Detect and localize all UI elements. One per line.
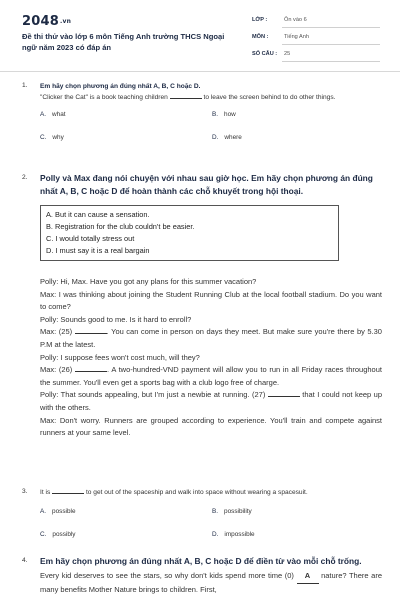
dialogue-text: that I could not keep up with the others.: [40, 390, 382, 412]
exam-meta: [252, 15, 380, 66]
dialogue-text: . A two-hundred-VND payment will allow you to run in all Friday races throughout the summer. You'll even get a sports bag with a club logo free of charge.: [40, 365, 382, 387]
meta-value: Ôn vào 6: [284, 17, 307, 23]
option-a[interactable]: [40, 111, 66, 118]
passage-text: Every kid deserves to see the stars, so why don't kids spend more time (0): [40, 571, 294, 580]
option-letter: D.: [212, 531, 219, 538]
question-body: [40, 555, 382, 596]
option-text: where: [224, 134, 242, 141]
dialogue-text: Polly: That sounds appealing, but I'm just a newbie at running. (27): [40, 390, 266, 400]
option-text: what: [52, 111, 66, 118]
answer-options: [40, 508, 382, 552]
question-body: [40, 488, 382, 552]
option-d[interactable]: [212, 134, 242, 141]
option-d[interactable]: [212, 531, 255, 538]
site-logo[interactable]: [22, 14, 71, 29]
logo-main: 2048: [22, 14, 59, 29]
meta-row-subject: [252, 32, 380, 49]
dialogue-text: Max: (25): [40, 327, 73, 337]
question-text: [40, 488, 382, 498]
question-instruction: Polly và Max đang nói chuyện với nhau sau giờ học. Em hãy chọn phương án đúng nhất A, B, C hoặc D để hoàn thành các chỗ khuyết trong hội thoại.: [40, 173, 373, 196]
dialogue-line: [40, 389, 382, 414]
box-option-d: D. I must say it is a real bargain: [46, 246, 150, 255]
options-box: [40, 205, 339, 261]
option-letter: C.: [40, 134, 47, 141]
answer-blank: [52, 488, 84, 494]
option-text: possible: [52, 508, 76, 515]
dialogue-line: Polly: I suppose fees won't cost much, will they?: [40, 352, 200, 362]
option-text: why: [52, 134, 64, 141]
question-instruction: Em hãy chọn phương án đúng nhất A, B, C hoặc D để điền từ vào mỗi chỗ trống.: [40, 556, 362, 566]
answer-blank: [75, 365, 107, 372]
option-letter: A.: [40, 111, 47, 118]
option-letter: B.: [212, 111, 219, 118]
dialogue-text: . You can come in person on days they meet. But make sure you're there by 5.30 P.M at the latest.: [40, 327, 382, 349]
text-before-blank: "Clicker the Cat" is a book teaching children: [40, 94, 168, 101]
box-option-a: A. But it can cause a sensation.: [46, 210, 150, 219]
option-a[interactable]: [40, 508, 76, 515]
answer-blank: [268, 390, 300, 397]
answer-options: [40, 111, 382, 155]
dialogue-line: Polly: Sounds good to me. Is it hard to enroll?: [40, 314, 192, 324]
dialogue-line: [40, 364, 382, 389]
dialogue-line: Max: I was thinking about joining the Student Running Club at the local football stadium. Do you want to come?: [40, 289, 382, 312]
answer-blank: [75, 327, 107, 334]
option-text: possibility: [224, 508, 252, 515]
question-number: 4.: [22, 557, 28, 564]
option-text: how: [224, 111, 236, 118]
option-c[interactable]: [40, 134, 64, 141]
dialogue: [40, 276, 382, 440]
option-letter: A.: [40, 508, 47, 515]
option-text: impossible: [224, 531, 255, 538]
option-b[interactable]: [212, 111, 236, 118]
divider: [282, 44, 380, 45]
box-option-c: C. I would totally stress out: [46, 234, 135, 243]
meta-value: 25: [284, 51, 291, 57]
meta-key: SỐ CÂU :: [252, 51, 278, 57]
text-after-blank: to leave the screen behind to do other things.: [203, 94, 336, 101]
answer-blank: [170, 93, 202, 99]
option-c[interactable]: [40, 531, 76, 538]
option-letter: C.: [40, 531, 47, 538]
option-text: possibly: [52, 531, 76, 538]
question-body: [40, 82, 382, 155]
question-text: [40, 93, 382, 103]
meta-row-class: [252, 15, 380, 32]
dialogue-line: Polly: Hi, Max. Have you got any plans for this summer vacation?: [40, 277, 257, 286]
dialogue-line: [40, 326, 382, 351]
dialogue-text: Max: (26): [40, 365, 73, 375]
divider: [282, 27, 380, 28]
question-body: [40, 172, 382, 440]
passage: [40, 570, 382, 596]
text-before-blank: It is: [40, 489, 51, 496]
question-instruction: Em hãy chọn phương án đúng nhất A, B, C hoặc D.: [40, 83, 201, 90]
question-number: 3.: [22, 488, 28, 495]
answer-example: A: [297, 570, 319, 584]
dialogue-line: Max: Don't worry. Runners are grouped according to experience. You'll train and compete against runners at your same level.: [40, 415, 382, 438]
logo-sub: .vn: [59, 18, 72, 25]
divider: [282, 61, 380, 62]
question-number: 2.: [22, 174, 28, 181]
meta-row-count: [252, 49, 380, 66]
text-after-blank: to get out of the spaceship and walk into space without wearing a spacesuit.: [85, 489, 308, 496]
question-number: 1.: [22, 82, 28, 89]
box-option-b: B. Registration for the club couldn't be easier.: [46, 222, 195, 231]
meta-key: LỚP :: [252, 17, 268, 23]
option-b[interactable]: [212, 508, 252, 515]
option-letter: D.: [212, 134, 219, 141]
meta-key: MÔN :: [252, 34, 269, 40]
passage-text: nature? There are many benefits Mother Nature brings to children. First,: [40, 571, 382, 594]
meta-value: Tiếng Anh: [284, 34, 309, 40]
option-letter: B.: [212, 508, 219, 515]
page-header: [0, 0, 400, 72]
exam-title: Đề thi thử vào lớp 6 môn Tiếng Anh trường THCS Ngoại ngữ năm 2023 có đáp án: [22, 32, 225, 52]
